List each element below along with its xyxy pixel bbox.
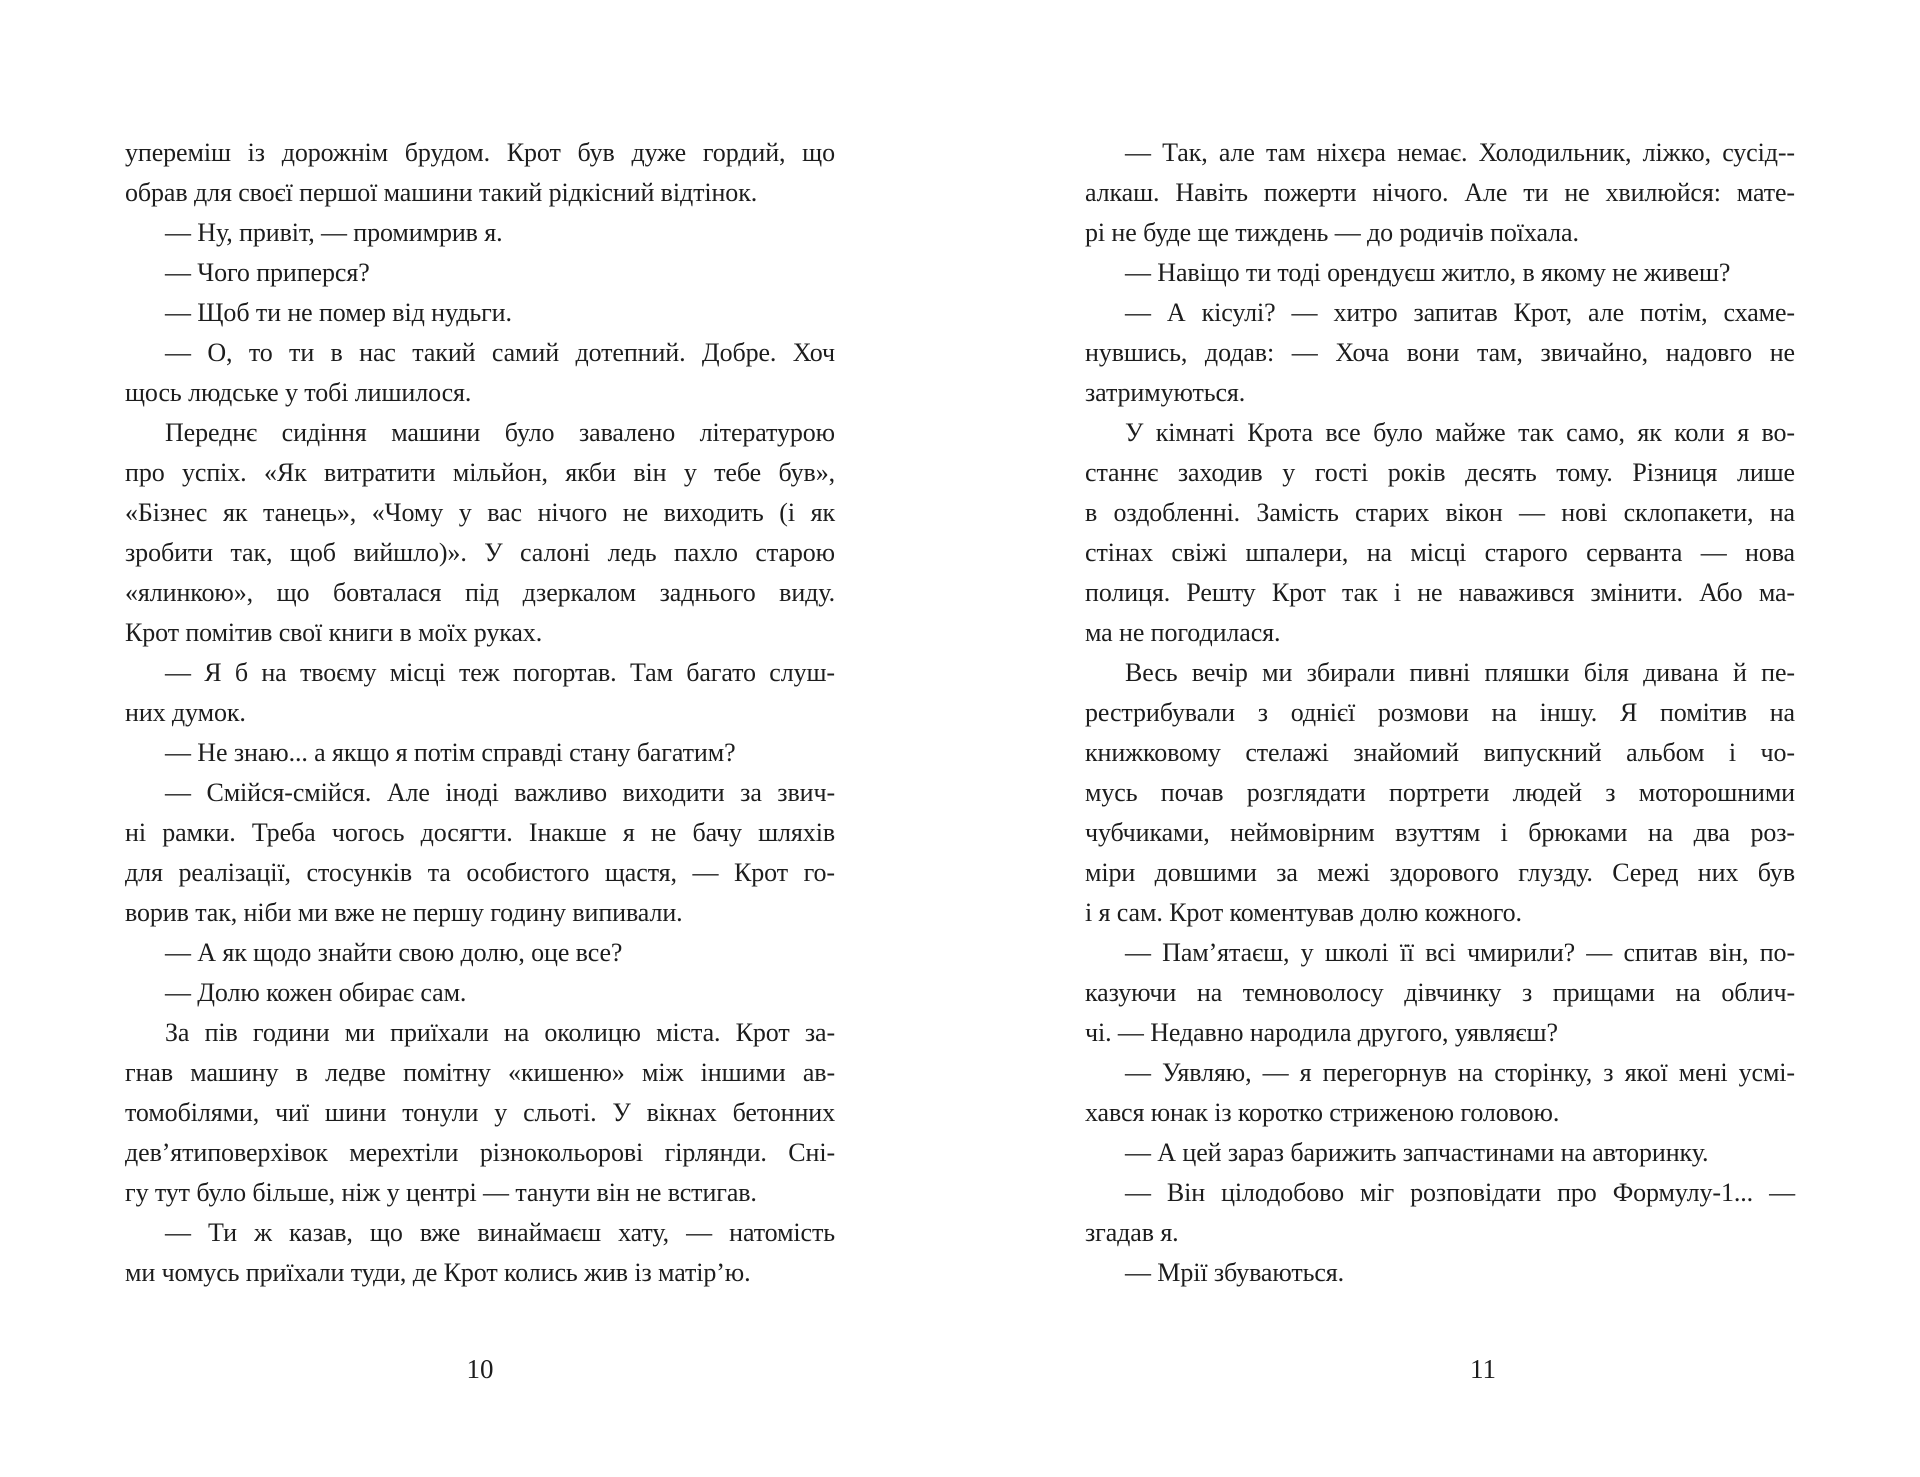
text-line: «ялинкою», що бовталася під дзеркалом заднього виду. (125, 578, 835, 607)
text-line: — Він цілодобово міг розповідати про Формулу-1... — (1125, 1178, 1795, 1207)
text-line: У кімнаті Крота все було майже так само, як коли я во- (1125, 418, 1795, 447)
text-line: ні рамки. Треба чогось досягти. Інакше я не бачу шляхів (125, 818, 835, 847)
text-line: — Смійся-смійся. Але іноді важливо виходити за звич- (165, 778, 835, 807)
page-left-number: 10 (466, 1354, 494, 1384)
text-line: рестрибували з однієї розмови на іншу. Я помітив на (1085, 698, 1795, 727)
text-line: — О, то ти в нас такий самий дотепний. Добре. Хоч (165, 338, 835, 367)
text-line: — Щоб ти не помер від нудьги. (165, 298, 512, 327)
text-line: дев’ятиповерхівок мерехтіли різнокольорові гірлянди. Сні- (125, 1138, 835, 1167)
text-line: зробити так, щоб вийшло)». У салоні ледь пахло старою (125, 538, 835, 567)
text-line: гу тут було більше, ніж у центрі — танути він не встигав. (125, 1178, 757, 1207)
text-line: них думок. (125, 698, 246, 727)
text-line: і я сам. Крот коментував долю кожного. (1085, 898, 1522, 927)
text-line: нувшись, додав: — Хоча вони там, звичайно, надовго не (1085, 338, 1795, 367)
text-line: згадав я. (1085, 1218, 1179, 1247)
text-line: «Бізнес як танець», «Чому у вас нічого не виходить (і як (125, 498, 835, 527)
text-line: алкаш. Навіть пожерти нічого. Але ти не хвилюйся: мате- (1085, 178, 1795, 207)
page-right-number: 11 (1470, 1354, 1496, 1384)
text-line: За пів години ми приїхали на околицю міста. Крот за- (165, 1018, 835, 1047)
text-line: ма не погодилася. (1085, 618, 1281, 647)
page-left-text (125, 133, 835, 1293)
text-line: обрав для своєї першої машини такий рідкісний відтінок. (125, 178, 758, 207)
text-line: Переднє сидіння машини було завалено літературою (165, 418, 835, 447)
text-line: чубчиками, неймовірним взуттям і брюками на два роз- (1085, 818, 1795, 847)
text-line: — Так, але там ніхєра немає. Холодильник, ліжко, сусід-- (1125, 138, 1795, 167)
text-line: щось людське у тобі лишилося. (125, 378, 472, 407)
text-line: міри довшими за межі здорового глузду. Серед них був (1085, 858, 1795, 887)
text-line: — Я б на твоєму місці теж погортав. Там багато слуш- (165, 658, 835, 687)
text-line: — А цей зараз барижить запчастинами на авторинку. (1125, 1138, 1709, 1167)
text-line: гнав машину в ледве помітну «кишеню» між іншими ав- (125, 1058, 835, 1087)
text-line: — Пам’ятаєш, у школі її всі чмирили? — спитав він, по- (1125, 938, 1795, 967)
text-line: хався юнак із коротко стриженою головою. (1085, 1098, 1560, 1127)
text-line: станнє заходив у гості років десять тому. Різниця лише (1085, 458, 1795, 487)
text-line: казуючи на темноволосу дівчинку з прищами на облич- (1085, 978, 1795, 1007)
text-line: про успіх. «Як витратити мільйон, якби він у тебе був», (125, 458, 835, 487)
page-right (1085, 0, 1795, 1477)
text-line: мусь почав розглядати портрети людей з моторошними (1085, 778, 1795, 807)
text-line: — Уявляю, — я перегорнув на сторінку, з якої мені усмі- (1125, 1058, 1795, 1087)
text-line: — Не знаю... а якщо я потім справді стану багатим? (165, 738, 736, 767)
page-left (125, 0, 835, 1477)
text-line: Весь вечір ми збирали пивні пляшки біля дивана й пе- (1125, 658, 1795, 687)
text-line: затримуються. (1085, 378, 1246, 407)
page-right-text (1085, 133, 1795, 1293)
text-line: книжковому стелажі знайомий випускний альбом і чо- (1085, 738, 1795, 767)
text-line: Крот помітив свої книги в моїх руках. (125, 618, 543, 647)
text-line: — Долю кожен обирає сам. (165, 978, 467, 1007)
text-line: — Мрії збуваються. (1125, 1258, 1345, 1287)
text-line: томобілями, чиї шини тонули у сльоті. У вікнах бетонних (125, 1098, 835, 1127)
text-line: в оздобленні. Замість старих вікон — нові склопакети, на (1085, 498, 1795, 527)
text-line: ворив так, ніби ми вже не першу годину випивали. (125, 898, 683, 927)
text-line: — Ти ж казав, що вже винаймаєш хату, — натомість (165, 1218, 835, 1247)
text-line: стінах свіжі шпалери, на місці старого серванта — нова (1085, 538, 1795, 567)
text-line: чі. — Недавно народила другого, уявляєш? (1085, 1018, 1558, 1047)
text-line: ми чомусь приїхали туди, де Крот колись жив із матір’ю. (125, 1258, 751, 1287)
text-line: — А кісулі? — хитро запитав Крот, але потім, схаме- (1125, 298, 1795, 327)
text-line: рі не буде ще тиждень — до родичів поїхала. (1085, 218, 1579, 247)
text-line: для реалізації, стосунків та особистого щастя, — Крот го- (125, 858, 835, 887)
text-line: полиця. Решту Крот так і не наважився змінити. Або ма- (1085, 578, 1795, 607)
text-line: — Навіщо ти тоді орендуєш житло, в якому не живеш? (1125, 258, 1731, 287)
text-line: — Ну, привіт, — промимрив я. (165, 218, 503, 247)
text-line: — Чого приперся? (165, 258, 370, 287)
text-line: — А як щодо знайти свою долю, оце все? (165, 938, 623, 967)
text-line: упереміш із дорожнім брудом. Крот був дуже гордий, що (125, 138, 835, 167)
